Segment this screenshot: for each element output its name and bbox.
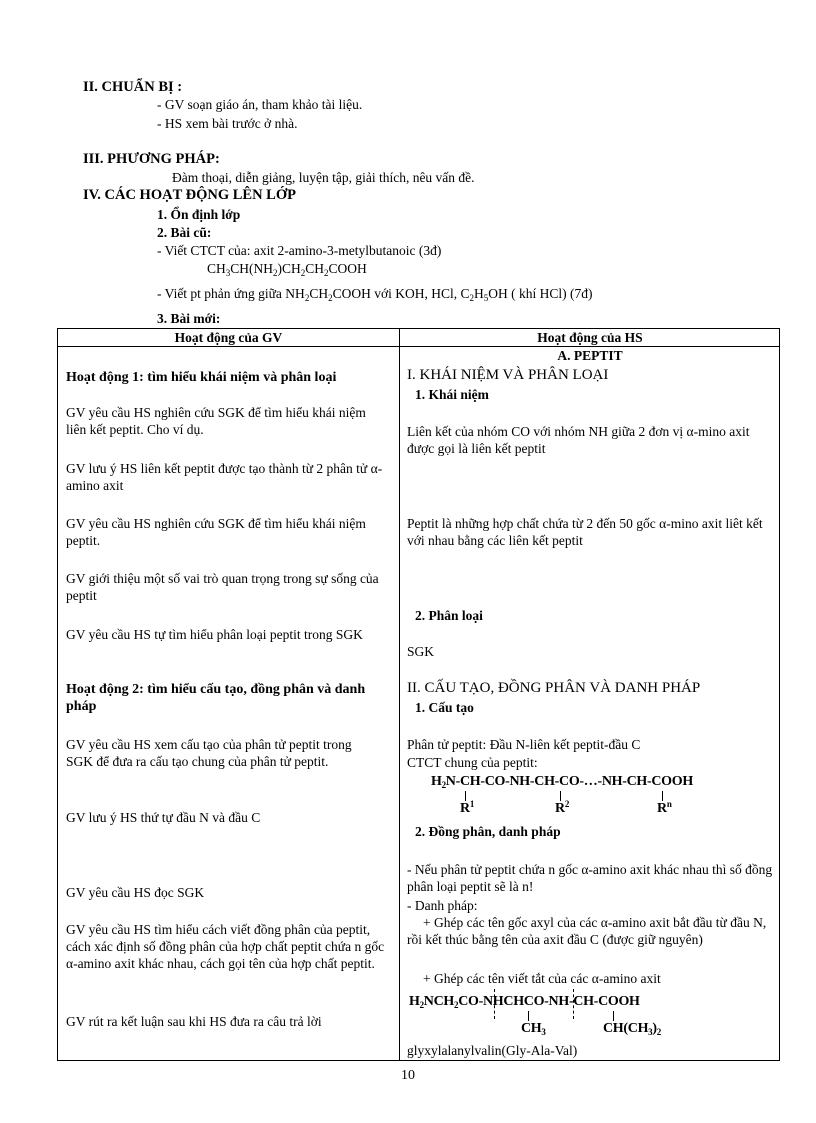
- old-lesson-q2: - Viết pt phản ứng giữa $NH_2CH_2COOH$ với KOH, HCl, $C_2H_5OH$ ( khí HCl) (7đ): [157, 286, 593, 303]
- hs-h5: CTCT chung của peptit:: [407, 755, 538, 770]
- formula-2-cut-2: [573, 989, 574, 1019]
- hs-i2: 2. Phân loại: [415, 608, 483, 623]
- old-lesson-q1: - Viết CTCT của: axit 2-amino-3-metylbutanoic (3đ): [157, 243, 442, 258]
- section-4-title: IV. CÁC HOẠT ĐỘNG LÊN LỚP: [83, 187, 296, 203]
- q1-formula: $CH_3CH(NH_2)CH_2CH_2COOH$: [207, 261, 367, 278]
- formula-2-isopropyl: $CH(CH_3)_2$: [603, 1021, 661, 1037]
- hs-h6: - Nếu phân tử peptit chứa n gốc α-amino axit khác nhau thì số đồng phân loại peptit sẽ là n!: [407, 862, 773, 894]
- hs-h1: Liên kết của nhóm CO với nhóm NH giữa 2 đơn vị α-mino axit được gọi là liên kết peptit: [407, 424, 750, 456]
- step-1: 1. Ổn định lớp: [157, 207, 241, 222]
- prep-item-2: - HS xem bài trước ở nhà.: [157, 116, 298, 131]
- formula-1-r1: $R^1$: [460, 799, 475, 816]
- method-text: Đàm thoại, diễn giảng, luyện tập, giải thích, nêu vấn đề.: [172, 170, 475, 185]
- hs-h8: + Ghép các tên gốc axyl của các α-amino axit bắt đầu từ đầu N, rồi kết thúc bằng tên của axit đầu C (được giữ nguyên): [407, 915, 767, 947]
- hs-h4: Phân tử peptit: Đầu N-liên kết peptit-đầu C: [407, 737, 641, 752]
- gv-p5: GV yêu cầu HS tự tìm hiểu phân loại peptit trong SGK: [66, 627, 363, 642]
- hs-ii2: 2. Đồng phân, danh pháp: [415, 824, 561, 839]
- activity-table: [57, 328, 780, 1061]
- formula-1-r2: $R^2$: [555, 799, 570, 816]
- hs-a-title: A. PEPTIT: [557, 348, 623, 363]
- section-2-title: II. CHUẨN BỊ :: [83, 79, 183, 95]
- hs-ii-title: II. CẤU TẠO, ĐỒNG PHÂN VÀ DANH PHÁP: [407, 680, 701, 696]
- hs-ii1: 1. Cấu tạo: [415, 700, 474, 715]
- gv-p10: GV rút ra kết luận sau khi HS đưa ra câu trả lời: [66, 1014, 322, 1029]
- gv-p1: GV yêu cầu HS nghiên cứu SGK để tìm hiểu khái niệm liên kết peptit. Cho ví dụ.: [66, 405, 366, 437]
- gv-p3: GV yêu cầu HS nghiên cứu SGK để tìm hiểu khái niệm peptit.: [66, 516, 366, 548]
- gv-activity-1: Hoạt động 1: tìm hiểu khái niệm và phân loại: [66, 370, 337, 385]
- section-3-title: III. PHƯƠNG PHÁP:: [83, 151, 220, 167]
- formula-1-main: $H_2N-CH-CO-NH-CH-CO-\dots-NH-CH$-COOH: [431, 774, 693, 790]
- gv-p7: GV lưu ý HS thứ tự đầu N và đầu C: [66, 810, 261, 825]
- hs-h3: SGK: [407, 644, 435, 659]
- step-3: 3. Bài mới:: [157, 311, 221, 326]
- gv-p4: GV giới thiệu một số vai trò quan trọng trong sự sống của peptit: [66, 571, 379, 603]
- gv-p9: GV yêu cầu HS tìm hiểu cách viết đồng phân của peptit, cách xác định số đồng phân của hợp chất peptit chứa n gốc α-amino axit khác nhau, cách gọi tên của hợp chất peptit.: [66, 922, 385, 971]
- gv-p6: GV yêu cầu HS xem cấu tạo của phân tử peptit trong SGK để đưa ra cấu tạo chung của phân tử peptit.: [66, 737, 352, 769]
- formula-1-rn: $R^n$: [657, 799, 672, 816]
- formula-2-cut-1: [494, 989, 495, 1019]
- header-hs: Hoạt động của HS: [537, 330, 643, 345]
- hs-h9: + Ghép các tên viết tắt của các α-amino axit: [423, 971, 661, 986]
- gv-p2: GV lưu ý HS liên kết peptit được tạo thành từ 2 phân tử α-amino axit: [66, 461, 383, 493]
- column-divider: [399, 329, 400, 1060]
- gv-activity-2: Hoạt động 2: tìm hiểu cấu tạo, đồng phân và danh pháp: [66, 682, 366, 714]
- hs-i1: 1. Khái niệm: [415, 387, 489, 402]
- hs-h2: Peptit là những hợp chất chứa từ 2 đến 50 gốc α-mino axit liêt kết với nhau bằng các liên kết peptit: [407, 516, 763, 548]
- step-2: 2. Bài cũ:: [157, 225, 212, 240]
- formula-2-main: $H_2NCH_2CO-NHCHCO-NH-CH$-COOH: [409, 994, 640, 1010]
- header-gv: Hoạt động của GV: [174, 330, 283, 345]
- formula-2-ch3: $CH_3$: [521, 1021, 546, 1037]
- prep-item-1: - GV soạn giáo án, tham khảo tài liệu.: [157, 97, 363, 112]
- page-number: 10: [401, 1068, 415, 1083]
- gv-p8: GV yêu cầu HS đọc SGK: [66, 885, 205, 900]
- hs-h10: glyxylalanylvalin(Gly-Ala-Val): [407, 1043, 578, 1058]
- hs-i-title: I. KHÁI NIỆM VÀ PHÂN LOẠI: [407, 367, 609, 383]
- hs-h7: - Danh pháp:: [407, 898, 478, 913]
